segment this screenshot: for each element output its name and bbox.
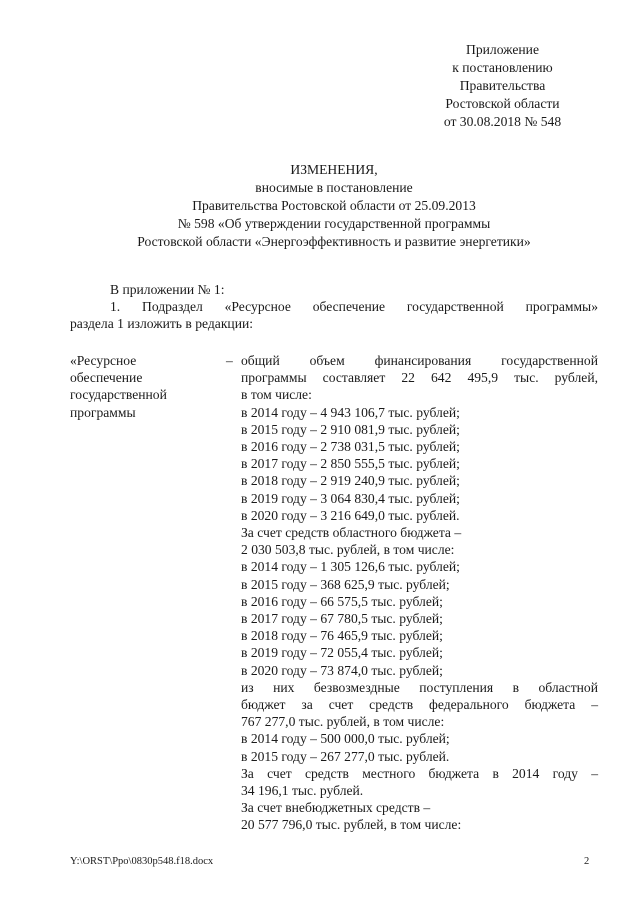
section-text-line: в 2015 году – 368 625,9 тыс. рублей; — [241, 576, 450, 592]
section-text-line: в 2014 году – 1 305 126,6 тыс. рублей; — [241, 559, 460, 575]
section-label-line: программы — [70, 404, 136, 420]
section-text-line: в 2015 году – 2 910 081,9 тыс. рублей; — [241, 421, 460, 437]
title-line: Ростовской области «Энергоэффективность и развитие энергетики» — [137, 234, 531, 249]
section-text-line: в 2017 году – 2 850 555,5 тыс. рублей; — [241, 456, 460, 472]
section-text-line: За счет средств областного бюджета – — [241, 525, 462, 541]
section-text-line: За счет средств местного бюджета в 2014 году – — [241, 765, 598, 781]
intro-paragraph — [70, 281, 598, 332]
section-text-line: в 2020 году – 3 216 649,0 тыс. рублей. — [241, 507, 460, 523]
section-text-line: в 2019 году – 72 055,4 тыс. рублей; — [241, 645, 443, 661]
section-label — [70, 352, 210, 421]
section-text-line: в 2020 году – 73 874,0 тыс. рублей; — [241, 662, 443, 678]
section-label-line: обеспечение — [70, 370, 143, 386]
section-text-line: в 2018 году – 2 919 240,9 тыс. рублей; — [241, 473, 460, 489]
section-text-line: в том числе: — [241, 387, 312, 403]
section-text-line: в 2016 году – 66 575,5 тыс. рублей; — [241, 593, 443, 609]
annex-line: Ростовской области — [445, 96, 560, 111]
intro-line: В приложении № 1: — [110, 282, 225, 297]
section-text-line: в 2015 году – 267 277,0 тыс. рублей. — [241, 748, 450, 764]
section-text-line: в 2018 году – 76 465,9 тыс. рублей; — [241, 628, 443, 644]
title-line: Правительства Ростовской области от 25.09.2013 — [192, 198, 476, 213]
annex-line: от 30.08.2018 № 548 — [443, 114, 562, 129]
annex-line: к постановлению — [452, 60, 553, 75]
annex-header — [420, 41, 585, 131]
section-text — [241, 352, 598, 834]
section-text-line: бюджет за счет средств федерального бюджета – — [241, 697, 598, 713]
section-text-line: 20 577 796,0 тыс. рублей, в том числе: — [241, 817, 462, 833]
section-text-line: 767 277,0 тыс. рублей, в том числе: — [241, 714, 445, 730]
section-text-line: в 2019 году – 3 064 830,4 тыс. рублей; — [241, 490, 460, 506]
section-label-line: «Ресурсное — [70, 353, 137, 368]
footer-file-path: Y:\ORST\Ppo\0830p548.f18.docx — [70, 856, 214, 867]
section-text-line: в 2016 году – 2 738 031,5 тыс. рублей; — [241, 439, 460, 455]
title-heading: ИЗМЕНЕНИЯ, — [290, 162, 378, 177]
annex-line: Приложение — [466, 42, 539, 57]
document-title — [70, 161, 598, 251]
section-text-line: в 2014 году – 4 943 106,7 тыс. рублей; — [241, 404, 460, 420]
section-text-line: 34 196,1 тыс. рублей. — [241, 783, 364, 799]
section-text-line: в 2014 году – 500 000,0 тыс. рублей; — [241, 731, 450, 747]
section-dash: – — [226, 353, 233, 368]
section-text-line: 2 030 503,8 тыс. рублей, в том числе: — [241, 542, 455, 558]
section-text-line: программы составляет 22 642 495,9 тыс. рублей, — [241, 370, 598, 386]
intro-line: 1. Подраздел «Ресурсное обеспечение государственной программы» — [110, 299, 598, 314]
footer-page-number: 2 — [584, 856, 590, 867]
title-line: № 598 «Об утверждении государственной программы — [177, 216, 491, 231]
section-text-line: в 2017 году – 67 780,5 тыс. рублей; — [241, 611, 443, 627]
section-text-line: общий объем финансирования государственной — [241, 353, 598, 368]
annex-line: Правительства — [459, 78, 546, 93]
intro-line: раздела 1 изложить в редакции: — [70, 316, 254, 331]
section-text-line: За счет внебюджетных средств – — [241, 800, 431, 816]
title-line: вносимые в постановление — [255, 180, 413, 195]
section-text-line: из них безвозмездные поступления в областной — [241, 679, 598, 695]
section-label-line: государственной — [70, 387, 167, 403]
